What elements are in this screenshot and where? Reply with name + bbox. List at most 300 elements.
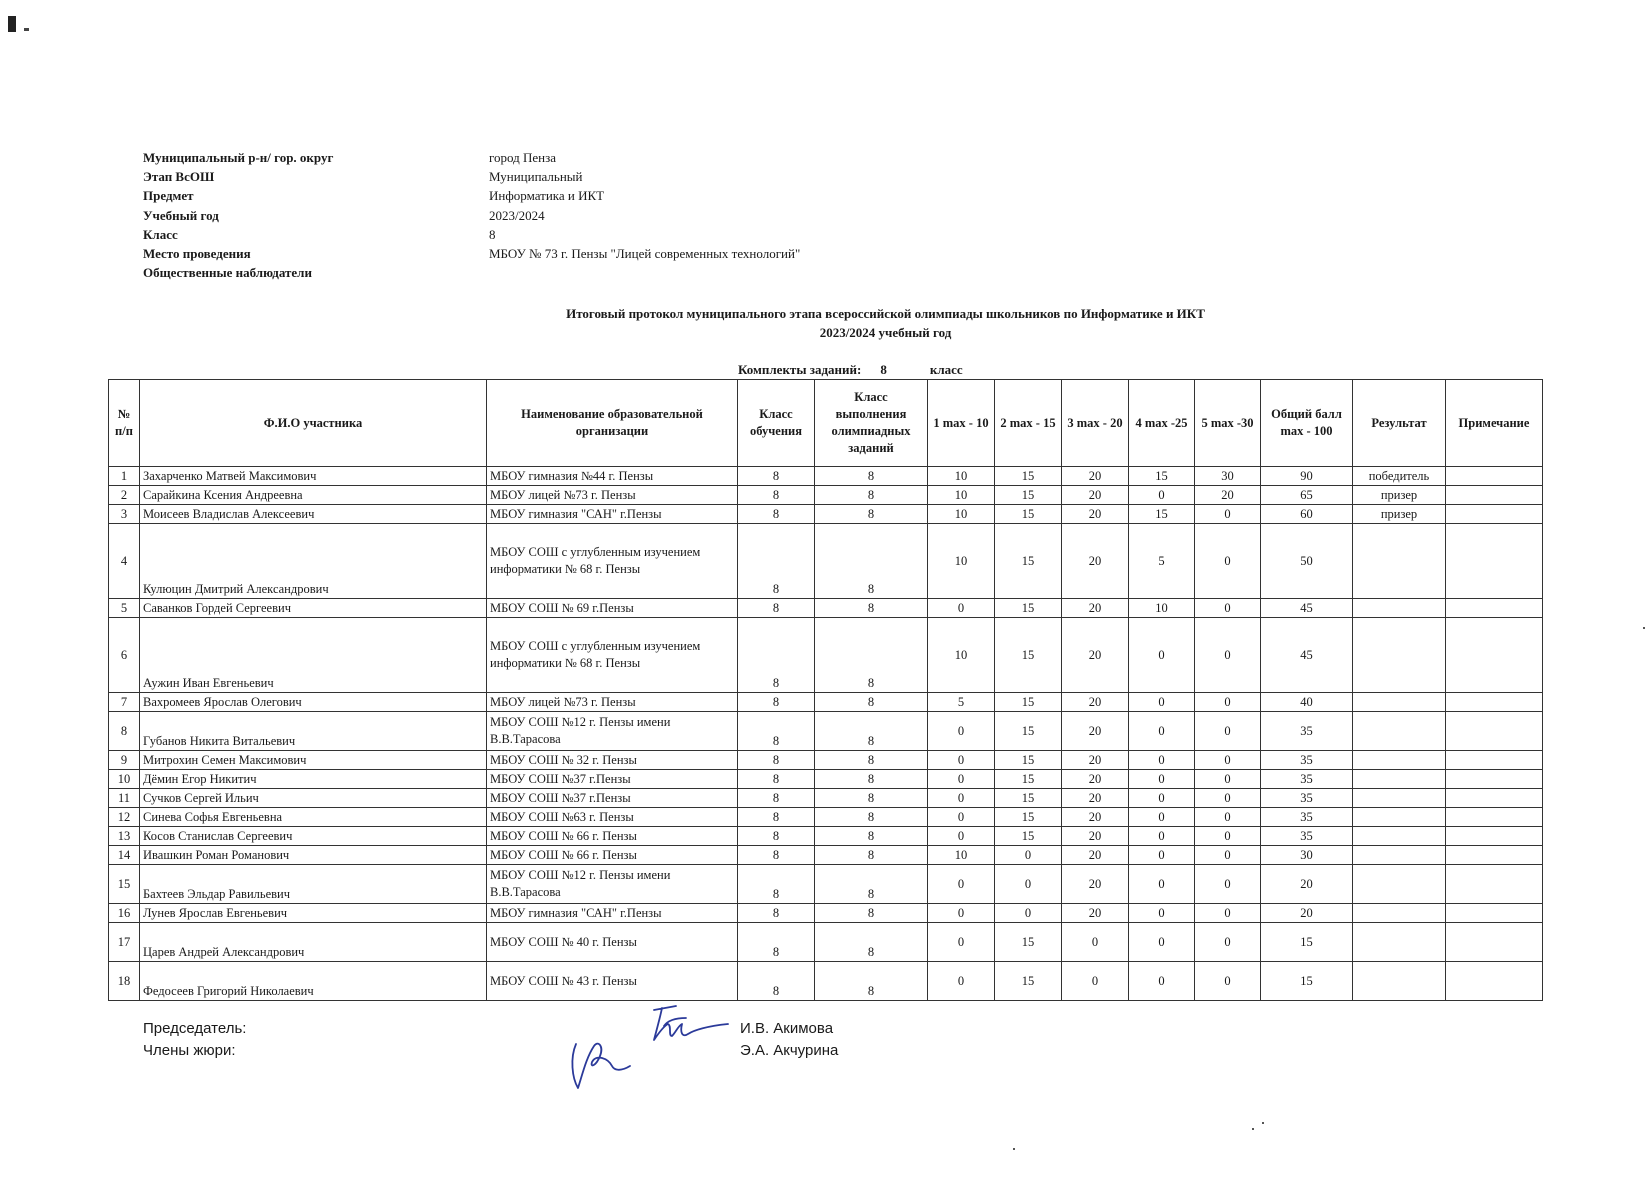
header-value: Муниципальный [489, 169, 583, 185]
cell-total: 45 [1261, 599, 1353, 618]
cell-org: МБОУ гимназия "САН" г.Пензы [487, 904, 738, 923]
cell-num: 17 [109, 923, 140, 962]
cell-num: 10 [109, 770, 140, 789]
cell-grade: 8 [738, 505, 815, 524]
cell-total: 15 [1261, 923, 1353, 962]
cell-task1: 0 [928, 827, 995, 846]
title-line: Итоговый протокол муниципального этапа всероссийской олимпиады школьников по Информатике и ИКТ [566, 306, 1205, 321]
handwritten-signatures [568, 996, 748, 1096]
cell-task5: 0 [1195, 962, 1261, 1001]
cell-task5: 0 [1195, 827, 1261, 846]
cell-name: Саванков Гордей Сергеевич [140, 599, 487, 618]
cell-total: 15 [1261, 962, 1353, 1001]
col-header-org: Наименование образовательной организации [487, 380, 738, 467]
cell-total: 20 [1261, 865, 1353, 904]
col-header-result: Результат [1353, 380, 1446, 467]
table-row [109, 693, 1543, 712]
cell-result [1353, 599, 1446, 618]
scan-speck [1252, 1128, 1254, 1130]
cell-num: 12 [109, 808, 140, 827]
cell-task4: 0 [1129, 865, 1195, 904]
cell-result [1353, 618, 1446, 693]
cell-grade: 8 [738, 904, 815, 923]
cell-task5: 0 [1195, 846, 1261, 865]
cell-task5: 0 [1195, 751, 1261, 770]
cell-task3: 20 [1062, 505, 1129, 524]
cell-task1: 10 [928, 618, 995, 693]
cell-task2: 15 [995, 712, 1062, 751]
cell-num: 15 [109, 865, 140, 904]
cell-total: 45 [1261, 618, 1353, 693]
cell-task4: 0 [1129, 923, 1195, 962]
cell-task4: 10 [1129, 599, 1195, 618]
table-row [109, 865, 1543, 904]
signature-chair [654, 1006, 728, 1040]
cell-task1: 0 [928, 599, 995, 618]
signature-names [740, 1018, 838, 1062]
cell-org: МБОУ СОШ с углубленным изучением информатики № 68 г. Пензы [487, 524, 738, 599]
cell-task4: 0 [1129, 751, 1195, 770]
cell-set: 8 [815, 770, 928, 789]
cell-task3: 20 [1062, 904, 1129, 923]
cell-org: МБОУ лицей №73 г. Пензы [487, 693, 738, 712]
cell-task2: 15 [995, 467, 1062, 486]
scan-mark [8, 16, 16, 32]
cell-task2: 0 [995, 846, 1062, 865]
cell-task4: 0 [1129, 770, 1195, 789]
cell-org: МБОУ СОШ № 66 г. Пензы [487, 846, 738, 865]
cell-total: 30 [1261, 846, 1353, 865]
header-value: город Пенза [489, 150, 557, 165]
header-label: Учебный год [143, 207, 219, 223]
cell-grade: 8 [738, 524, 815, 599]
table-row [109, 618, 1543, 693]
scan-mark [24, 28, 29, 31]
cell-grade: 8 [738, 618, 815, 693]
cell-task2: 0 [995, 865, 1062, 904]
cell-name: Губанов Никита Витальевич [140, 712, 487, 751]
cell-result [1353, 846, 1446, 865]
cell-note [1446, 712, 1543, 751]
cell-grade: 8 [738, 789, 815, 808]
cell-org: МБОУ СОШ № 43 г. Пензы [487, 962, 738, 1001]
chair-label: Председатель: [143, 1020, 247, 1037]
signature-jury [572, 1044, 630, 1088]
cell-task2: 15 [995, 808, 1062, 827]
cell-task3: 20 [1062, 827, 1129, 846]
header-value: 2023/2024 [489, 207, 545, 223]
cell-set: 8 [815, 486, 928, 505]
scan-speck [1013, 1148, 1015, 1150]
cell-result [1353, 904, 1446, 923]
col-header-grade: Класс обучения [738, 380, 815, 467]
table-row [109, 808, 1543, 827]
cell-total: 40 [1261, 693, 1353, 712]
cell-name: Дёмин Егор Никитич [140, 770, 487, 789]
cell-task1: 0 [928, 865, 995, 904]
cell-note [1446, 467, 1543, 486]
table-row [109, 770, 1543, 789]
cell-grade: 8 [738, 865, 815, 904]
cell-org: МБОУ СОШ с углубленным изучением информатики № 68 г. Пензы [487, 618, 738, 693]
cell-org: МБОУ СОШ №12 г. Пензы имени В.В.Тарасова [487, 865, 738, 904]
cell-note [1446, 770, 1543, 789]
table-row [109, 486, 1543, 505]
chair-name: И.В. Акимова [740, 1020, 834, 1037]
cell-grade: 8 [738, 923, 815, 962]
cell-num: 5 [109, 599, 140, 618]
cell-set: 8 [815, 618, 928, 693]
cell-org: МБОУ гимназия №44 г. Пензы [487, 467, 738, 486]
cell-result [1353, 962, 1446, 1001]
cell-set: 8 [815, 904, 928, 923]
cell-task3: 0 [1062, 962, 1129, 1001]
table-row [109, 827, 1543, 846]
cell-num: 13 [109, 827, 140, 846]
cell-task4: 0 [1129, 962, 1195, 1001]
cell-task1: 10 [928, 486, 995, 505]
cell-name: Моисеев Владислав Алексеевич [140, 505, 487, 524]
cell-task3: 20 [1062, 486, 1129, 505]
cell-task1: 10 [928, 505, 995, 524]
cell-org: МБОУ лицей №73 г. Пензы [487, 486, 738, 505]
cell-task1: 0 [928, 808, 995, 827]
cell-name: Захарченко Матвей Максимович [140, 467, 487, 486]
cell-task1: 0 [928, 904, 995, 923]
table-row [109, 467, 1543, 486]
cell-grade: 8 [738, 770, 815, 789]
col-header-set: Класс выполнения олимпиадных заданий [815, 380, 928, 467]
cell-task5: 0 [1195, 712, 1261, 751]
table-row [109, 751, 1543, 770]
cell-total: 50 [1261, 524, 1353, 599]
cell-task5: 0 [1195, 770, 1261, 789]
cell-note [1446, 486, 1543, 505]
cell-task2: 15 [995, 524, 1062, 599]
header-label: Общественные наблюдатели [143, 265, 312, 281]
col-header-total: Общий балл max - 100 [1261, 380, 1353, 467]
cell-task4: 0 [1129, 618, 1195, 693]
cell-task1: 0 [928, 770, 995, 789]
header-label: Муниципальный р-н/ гор. округ [143, 150, 334, 165]
cell-task4: 5 [1129, 524, 1195, 599]
task-sets-grade: 8 [880, 362, 887, 377]
cell-task1: 10 [928, 524, 995, 599]
table-row [109, 505, 1543, 524]
table-row [109, 923, 1543, 962]
cell-task5: 0 [1195, 524, 1261, 599]
cell-name: Митрохин Семен Максимович [140, 751, 487, 770]
jury-name: Э.А. Акчурина [740, 1042, 839, 1059]
cell-task3: 20 [1062, 846, 1129, 865]
cell-task4: 0 [1129, 846, 1195, 865]
cell-result: победитель [1353, 467, 1446, 486]
cell-grade: 8 [738, 827, 815, 846]
cell-task5: 30 [1195, 467, 1261, 486]
cell-task5: 0 [1195, 693, 1261, 712]
cell-org: МБОУ СОШ № 66 г. Пензы [487, 827, 738, 846]
cell-set: 8 [815, 599, 928, 618]
col-header-note: Примечание [1446, 380, 1543, 467]
cell-task2: 15 [995, 827, 1062, 846]
cell-grade: 8 [738, 599, 815, 618]
cell-task4: 0 [1129, 904, 1195, 923]
cell-task2: 15 [995, 962, 1062, 1001]
table-row [109, 962, 1543, 1001]
cell-num: 11 [109, 789, 140, 808]
cell-task5: 0 [1195, 808, 1261, 827]
cell-name: Синева Софья Евгеньевна [140, 808, 487, 827]
cell-task2: 15 [995, 599, 1062, 618]
task-sets-suffix: класс [929, 362, 963, 377]
cell-task2: 15 [995, 770, 1062, 789]
cell-set: 8 [815, 505, 928, 524]
cell-org: МБОУ СОШ №37 г.Пензы [487, 789, 738, 808]
cell-num: 4 [109, 524, 140, 599]
cell-set: 8 [815, 789, 928, 808]
cell-task2: 15 [995, 486, 1062, 505]
cell-task3: 20 [1062, 770, 1129, 789]
cell-task4: 0 [1129, 808, 1195, 827]
cell-result [1353, 923, 1446, 962]
cell-result: призер [1353, 505, 1446, 524]
cell-grade: 8 [738, 846, 815, 865]
cell-note [1446, 962, 1543, 1001]
cell-task1: 0 [928, 789, 995, 808]
cell-task3: 20 [1062, 467, 1129, 486]
cell-task4: 0 [1129, 827, 1195, 846]
cell-set: 8 [815, 693, 928, 712]
cell-name: Ивашкин Роман Романович [140, 846, 487, 865]
cell-task4: 15 [1129, 505, 1195, 524]
cell-num: 9 [109, 751, 140, 770]
cell-org: МБОУ СОШ №12 г. Пензы имени В.В.Тарасова [487, 712, 738, 751]
cell-task3: 20 [1062, 789, 1129, 808]
cell-note [1446, 618, 1543, 693]
col-header-task5: 5 max -30 [1195, 380, 1261, 467]
cell-set: 8 [815, 808, 928, 827]
cell-task5: 0 [1195, 923, 1261, 962]
cell-name: Царев Андрей Александрович [140, 923, 487, 962]
cell-task3: 20 [1062, 751, 1129, 770]
cell-task2: 15 [995, 618, 1062, 693]
cell-total: 65 [1261, 486, 1353, 505]
cell-set: 8 [815, 962, 928, 1001]
cell-result [1353, 789, 1446, 808]
cell-set: 8 [815, 923, 928, 962]
table-row [109, 599, 1543, 618]
cell-org: МБОУ СОШ № 32 г. Пензы [487, 751, 738, 770]
cell-name: Вахромеев Ярослав Олегович [140, 693, 487, 712]
cell-result: призер [1353, 486, 1446, 505]
cell-result [1353, 751, 1446, 770]
cell-total: 35 [1261, 712, 1353, 751]
table-header-row [109, 380, 1543, 467]
header-value: 8 [489, 226, 496, 242]
cell-task5: 0 [1195, 618, 1261, 693]
cell-task1: 0 [928, 962, 995, 1001]
cell-set: 8 [815, 712, 928, 751]
cell-num: 1 [109, 467, 140, 486]
cell-num: 3 [109, 505, 140, 524]
cell-task5: 20 [1195, 486, 1261, 505]
cell-task4: 15 [1129, 467, 1195, 486]
cell-task2: 15 [995, 751, 1062, 770]
col-header-task3: 3 max - 20 [1062, 380, 1129, 467]
cell-note [1446, 827, 1543, 846]
cell-total: 60 [1261, 505, 1353, 524]
cell-note [1446, 693, 1543, 712]
title-subline: 2023/2024 учебный год [819, 325, 952, 340]
cell-num: 8 [109, 712, 140, 751]
jury-label: Члены жюри: [143, 1042, 236, 1059]
cell-result [1353, 693, 1446, 712]
cell-task3: 20 [1062, 599, 1129, 618]
cell-task1: 0 [928, 923, 995, 962]
cell-task3: 20 [1062, 808, 1129, 827]
cell-grade: 8 [738, 808, 815, 827]
cell-note [1446, 865, 1543, 904]
table-row [109, 712, 1543, 751]
cell-task5: 0 [1195, 904, 1261, 923]
cell-note [1446, 789, 1543, 808]
cell-org: МБОУ гимназия "САН" г.Пензы [487, 505, 738, 524]
cell-grade: 8 [738, 486, 815, 505]
cell-note [1446, 599, 1543, 618]
cell-task2: 15 [995, 693, 1062, 712]
cell-set: 8 [815, 865, 928, 904]
cell-task3: 20 [1062, 693, 1129, 712]
cell-org: МБОУ СОШ №37 г.Пензы [487, 770, 738, 789]
cell-task4: 0 [1129, 486, 1195, 505]
cell-org: МБОУ СОШ №63 г. Пензы [487, 808, 738, 827]
cell-total: 35 [1261, 827, 1353, 846]
cell-result [1353, 827, 1446, 846]
cell-task2: 15 [995, 789, 1062, 808]
cell-total: 35 [1261, 789, 1353, 808]
header-value: МБОУ № 73 г. Пензы "Лицей современных технологий" [489, 245, 801, 261]
cell-org: МБОУ СОШ № 40 г. Пензы [487, 923, 738, 962]
cell-total: 20 [1261, 904, 1353, 923]
cell-task4: 0 [1129, 789, 1195, 808]
results-table [108, 379, 1543, 1001]
col-header-name: Ф.И.О участника [140, 380, 487, 467]
cell-total: 35 [1261, 808, 1353, 827]
cell-task3: 20 [1062, 712, 1129, 751]
cell-task5: 0 [1195, 599, 1261, 618]
table-row [109, 789, 1543, 808]
cell-task1: 10 [928, 846, 995, 865]
cell-result [1353, 712, 1446, 751]
table-body [109, 467, 1543, 1001]
cell-note [1446, 505, 1543, 524]
cell-result [1353, 865, 1446, 904]
cell-num: 7 [109, 693, 140, 712]
col-header-task1: 1 max - 10 [928, 380, 995, 467]
cell-num: 14 [109, 846, 140, 865]
header-label: Предмет [143, 188, 194, 204]
cell-name: Лунев Ярослав Евгеньевич [140, 904, 487, 923]
cell-note [1446, 923, 1543, 962]
cell-task3: 20 [1062, 618, 1129, 693]
cell-task3: 20 [1062, 524, 1129, 599]
cell-task1: 5 [928, 693, 995, 712]
cell-task5: 0 [1195, 865, 1261, 904]
cell-task2: 0 [995, 904, 1062, 923]
cell-note [1446, 751, 1543, 770]
header-label: Класс [143, 226, 178, 242]
cell-note [1446, 808, 1543, 827]
cell-grade: 8 [738, 467, 815, 486]
cell-num: 18 [109, 962, 140, 1001]
cell-org: МБОУ СОШ № 69 г.Пензы [487, 599, 738, 618]
cell-total: 35 [1261, 751, 1353, 770]
cell-name: Федосеев Григорий Николаевич [140, 962, 487, 1001]
cell-result [1353, 808, 1446, 827]
cell-note [1446, 904, 1543, 923]
col-header-num: № п/п [109, 380, 140, 467]
task-sets-line [738, 362, 963, 378]
cell-name: Бахтеев Эльдар Равильевич [140, 865, 487, 904]
cell-task4: 0 [1129, 712, 1195, 751]
cell-set: 8 [815, 827, 928, 846]
cell-total: 35 [1261, 770, 1353, 789]
header-value: Информатика и ИКТ [489, 188, 605, 204]
cell-set: 8 [815, 846, 928, 865]
cell-grade: 8 [738, 693, 815, 712]
cell-num: 6 [109, 618, 140, 693]
header-label: Место проведения [143, 245, 251, 261]
cell-task1: 0 [928, 751, 995, 770]
cell-name: Сучков Сергей Ильич [140, 789, 487, 808]
cell-note [1446, 524, 1543, 599]
header-label: Этап ВсОШ [143, 169, 215, 185]
cell-name: Аужин Иван Евгеньевич [140, 618, 487, 693]
table-row [109, 846, 1543, 865]
task-sets-label: Комплекты заданий: [738, 362, 862, 377]
cell-name: Косов Станислав Сергеевич [140, 827, 487, 846]
signature-labels [143, 1018, 246, 1062]
cell-grade: 8 [738, 712, 815, 751]
cell-result [1353, 524, 1446, 599]
cell-task3: 0 [1062, 923, 1129, 962]
cell-num: 16 [109, 904, 140, 923]
cell-set: 8 [815, 524, 928, 599]
cell-task5: 0 [1195, 789, 1261, 808]
cell-set: 8 [815, 751, 928, 770]
cell-set: 8 [815, 467, 928, 486]
document-title [0, 304, 1651, 342]
cell-total: 90 [1261, 467, 1353, 486]
cell-task5: 0 [1195, 505, 1261, 524]
cell-grade: 8 [738, 962, 815, 1001]
col-header-task2: 2 max - 15 [995, 380, 1062, 467]
cell-task3: 20 [1062, 865, 1129, 904]
table-row [109, 904, 1543, 923]
cell-note [1446, 846, 1543, 865]
cell-name: Сарайкина Ксения Андреевна [140, 486, 487, 505]
cell-task2: 15 [995, 923, 1062, 962]
cell-num: 2 [109, 486, 140, 505]
scan-speck [1262, 1122, 1264, 1124]
table-row [109, 524, 1543, 599]
cell-task4: 0 [1129, 693, 1195, 712]
col-header-task4: 4 max -25 [1129, 380, 1195, 467]
scan-speck [1643, 627, 1645, 629]
cell-name: Кулюцин Дмитрий Александрович [140, 524, 487, 599]
cell-result [1353, 770, 1446, 789]
cell-grade: 8 [738, 751, 815, 770]
